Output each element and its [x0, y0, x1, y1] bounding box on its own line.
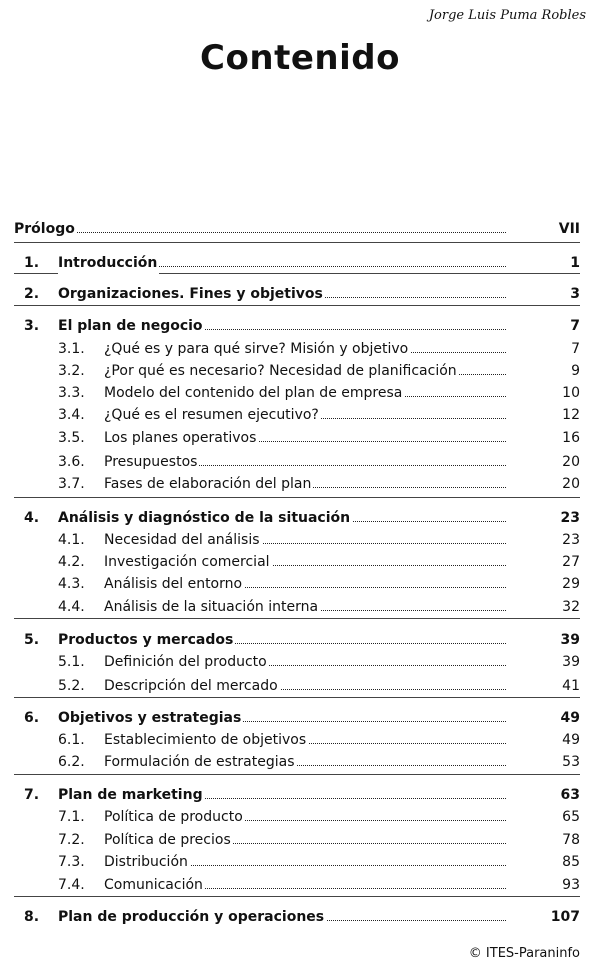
toc-number: 3.1.	[58, 341, 85, 357]
page-title: Contenido	[200, 38, 400, 78]
toc-number: 3.6.	[58, 454, 85, 470]
toc-title: Objetivos y estrategias	[58, 707, 243, 729]
toc-page-number: 23	[560, 510, 580, 526]
toc-number: 6.1.	[58, 732, 85, 748]
toc-chapter	[0, 218, 600, 240]
toc-section	[0, 451, 600, 473]
toc-title: Investigación comercial	[104, 551, 272, 573]
section-divider	[14, 774, 580, 775]
section-divider	[14, 305, 580, 306]
toc-page-number: 39	[562, 654, 580, 670]
toc-page-number: 23	[562, 532, 580, 548]
toc-number: 7.	[24, 787, 40, 803]
toc-title: Distribución	[104, 851, 190, 873]
toc-section	[0, 473, 600, 495]
toc-title: Presupuestos	[104, 451, 199, 473]
toc-page-number: 39	[560, 632, 580, 648]
toc-section	[0, 404, 600, 426]
toc-title: Política de producto	[104, 806, 245, 828]
toc-title: ¿Qué es y para qué sirve? Misión y objetivo	[104, 338, 410, 360]
toc-title: Establecimiento de objetivos	[104, 729, 308, 751]
toc-number: 2.	[24, 286, 40, 302]
toc-page-number: 12	[562, 407, 580, 423]
toc-number: 6.2.	[58, 754, 85, 770]
toc-number: 3.7.	[58, 476, 85, 492]
toc-number: 3.4.	[58, 407, 85, 423]
toc-page-number: 29	[562, 576, 580, 592]
toc-page-number: 49	[562, 732, 580, 748]
toc-number: 7.4.	[58, 877, 85, 893]
section-divider	[14, 697, 580, 698]
toc-page-number: VII	[558, 221, 580, 237]
toc-number: 3.	[24, 318, 40, 334]
toc-title: Modelo del contenido del plan de empresa	[104, 382, 404, 404]
toc-number: 4.4.	[58, 599, 85, 615]
toc-page-number: 20	[562, 454, 580, 470]
section-divider	[14, 896, 580, 897]
toc-title: Los planes operativos	[104, 427, 258, 449]
toc-number: 6.	[24, 710, 40, 726]
section-divider	[14, 242, 580, 243]
toc-page-number: 93	[562, 877, 580, 893]
toc-section	[0, 551, 600, 573]
toc-chapter	[0, 629, 600, 651]
toc-page-number: 7	[571, 341, 580, 357]
toc-title: Introducción	[58, 252, 159, 274]
toc-page-number: 1	[570, 255, 580, 271]
toc-section	[0, 874, 600, 896]
toc-title: Análisis y diagnóstico de la situación	[58, 507, 352, 529]
toc-title: Prólogo	[14, 218, 77, 240]
toc-number: 3.5.	[58, 430, 85, 446]
toc-section	[0, 529, 600, 551]
toc-title: Descripción del mercado	[104, 675, 280, 697]
toc-number: 4.	[24, 510, 40, 526]
toc-number: 3.2.	[58, 363, 85, 379]
toc-section	[0, 382, 600, 404]
section-divider	[14, 497, 580, 498]
toc-title: Política de precios	[104, 829, 233, 851]
toc-title: El plan de negocio	[58, 315, 205, 337]
toc-chapter	[0, 315, 600, 337]
toc-page-number: 27	[562, 554, 580, 570]
toc-title: Productos y mercados	[58, 629, 235, 651]
toc-title: Comunicación	[104, 874, 205, 896]
toc-number: 1.	[24, 255, 40, 271]
toc-page-number: 49	[560, 710, 580, 726]
toc-page-number: 78	[562, 832, 580, 848]
toc-number: 5.	[24, 632, 40, 648]
toc-page-number: 3	[570, 286, 580, 302]
toc-title: Necesidad del análisis	[104, 529, 262, 551]
toc-section	[0, 806, 600, 828]
toc-page-number: 7	[570, 318, 580, 334]
toc-number: 5.1.	[58, 654, 85, 670]
toc-chapter	[0, 283, 600, 305]
toc-chapter	[0, 784, 600, 806]
toc-chapter	[0, 707, 600, 729]
toc-section	[0, 829, 600, 851]
toc-title: ¿Qué es el resumen ejecutivo?	[104, 404, 321, 426]
toc-section	[0, 573, 600, 595]
toc-page-number: 63	[560, 787, 580, 803]
toc-section	[0, 596, 600, 618]
toc-number: 4.2.	[58, 554, 85, 570]
toc-page-number: 41	[562, 678, 580, 694]
toc-title: Formulación de estrategias	[104, 751, 297, 773]
toc-number: 3.3.	[58, 385, 85, 401]
toc-chapter	[0, 906, 600, 928]
toc-title: Organizaciones. Fines y objetivos	[58, 283, 325, 305]
toc-number: 7.2.	[58, 832, 85, 848]
toc-title: Análisis del entorno	[104, 573, 244, 595]
toc-title: Análisis de la situación interna	[104, 596, 320, 618]
toc-chapter	[0, 507, 600, 529]
toc-title: Plan de marketing	[58, 784, 205, 806]
toc-page-number: 10	[562, 385, 580, 401]
toc-number: 7.1.	[58, 809, 85, 825]
toc-chapter	[0, 252, 600, 274]
toc-page-number: 9	[571, 363, 580, 379]
toc-section	[0, 851, 600, 873]
publisher-footer: © ITES-Paraninfo	[468, 946, 580, 961]
toc-section	[0, 675, 600, 697]
toc-section	[0, 427, 600, 449]
toc-section	[0, 651, 600, 673]
running-header-author: Jorge Luis Puma Robles	[428, 8, 586, 23]
toc-section	[0, 360, 600, 382]
toc-title: Fases de elaboración del plan	[104, 473, 313, 495]
toc-section	[0, 729, 600, 751]
section-divider	[14, 618, 580, 619]
toc-title: Definición del producto	[104, 651, 269, 673]
toc-number: 5.2.	[58, 678, 85, 694]
toc-page-number: 16	[562, 430, 580, 446]
toc-number: 8.	[24, 909, 40, 925]
toc-title: ¿Por qué es necesario? Necesidad de planificación	[104, 360, 459, 382]
dot-leader	[14, 232, 506, 233]
toc-page-number: 65	[562, 809, 580, 825]
toc-page-number: 20	[562, 476, 580, 492]
toc-page-number: 32	[562, 599, 580, 615]
toc-section	[0, 751, 600, 773]
toc-page-number: 107	[550, 909, 580, 925]
toc-page-number: 53	[562, 754, 580, 770]
toc-title: Plan de producción y operaciones	[58, 906, 326, 928]
toc-number: 7.3.	[58, 854, 85, 870]
toc-number: 4.3.	[58, 576, 85, 592]
toc-section	[0, 338, 600, 360]
toc-number: 4.1.	[58, 532, 85, 548]
toc-page-number: 85	[562, 854, 580, 870]
